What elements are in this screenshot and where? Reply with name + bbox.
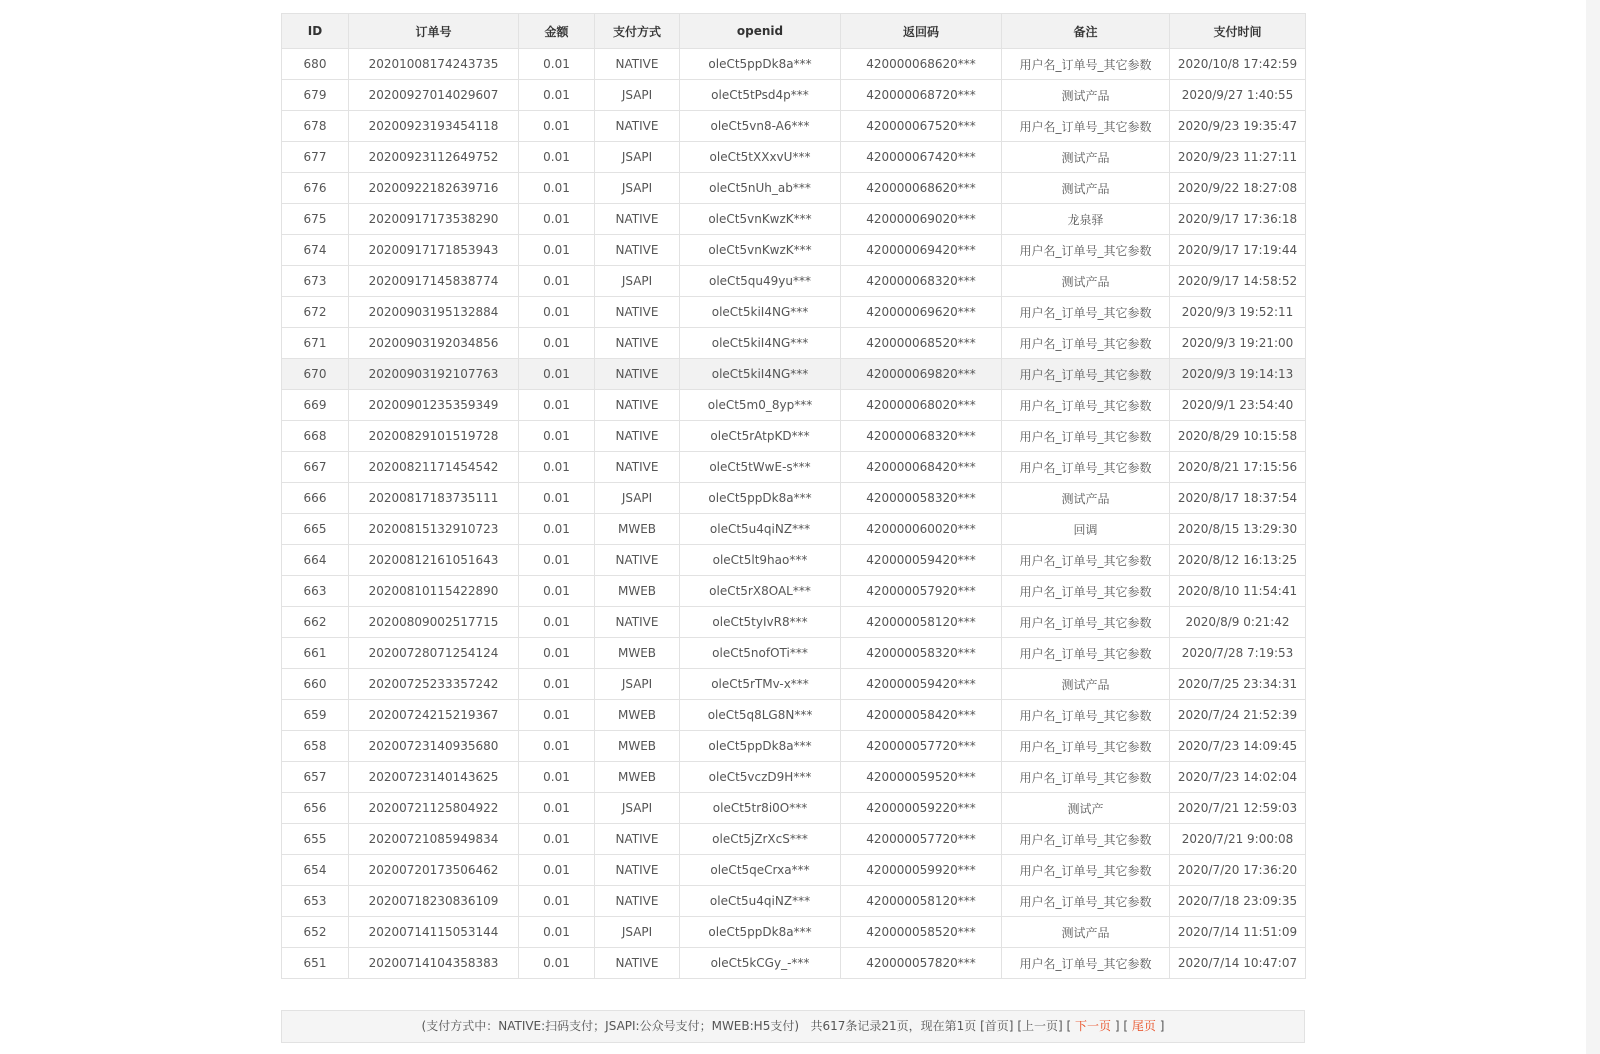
cell-pay-time: 2020/7/23 14:02:04 bbox=[1170, 762, 1306, 793]
cell-return-code: 420000059920*** bbox=[841, 855, 1002, 886]
cell-remark: 用户名_订单号_其它参数 bbox=[1002, 452, 1170, 483]
table-header bbox=[282, 14, 1306, 49]
cell-pay-method: JSAPI bbox=[595, 483, 680, 514]
cell-order-no: 20200728071254124 bbox=[349, 638, 519, 669]
cell-remark: 用户名_订单号_其它参数 bbox=[1002, 731, 1170, 762]
cell-id: 675 bbox=[282, 204, 349, 235]
column-header: ID bbox=[282, 14, 349, 49]
cell-remark: 测试产品 bbox=[1002, 142, 1170, 173]
cell-pay-time: 2020/8/12 16:13:25 bbox=[1170, 545, 1306, 576]
cell-order-no: 20200721085949834 bbox=[349, 824, 519, 855]
cell-return-code: 420000068720*** bbox=[841, 80, 1002, 111]
cell-remark: 用户名_订单号_其它参数 bbox=[1002, 235, 1170, 266]
cell-id: 665 bbox=[282, 514, 349, 545]
cell-openid: oleCt5tPsd4p*** bbox=[680, 80, 841, 111]
cell-pay-time: 2020/9/23 11:27:11 bbox=[1170, 142, 1306, 173]
cell-id: 673 bbox=[282, 266, 349, 297]
cell-id: 669 bbox=[282, 390, 349, 421]
cell-id: 670 bbox=[282, 359, 349, 390]
cell-order-no: 20200923112649752 bbox=[349, 142, 519, 173]
cell-openid: oleCt5rAtpKD*** bbox=[680, 421, 841, 452]
cell-openid: oleCt5u4qiNZ*** bbox=[680, 514, 841, 545]
cell-remark: 测试产品 bbox=[1002, 483, 1170, 514]
cell-order-no: 20200714104358383 bbox=[349, 948, 519, 979]
cell-pay-time: 2020/9/3 19:21:00 bbox=[1170, 328, 1306, 359]
cell-amount: 0.01 bbox=[519, 793, 595, 824]
cell-remark: 用户名_订单号_其它参数 bbox=[1002, 576, 1170, 607]
cell-id: 653 bbox=[282, 886, 349, 917]
cell-openid: oleCt5kiI4NG*** bbox=[680, 328, 841, 359]
cell-pay-method: JSAPI bbox=[595, 80, 680, 111]
table-row bbox=[282, 917, 1306, 948]
cell-remark: 测试产品 bbox=[1002, 917, 1170, 948]
table-row bbox=[282, 607, 1306, 638]
cell-return-code: 420000068520*** bbox=[841, 328, 1002, 359]
table-row bbox=[282, 421, 1306, 452]
cell-pay-method: JSAPI bbox=[595, 142, 680, 173]
cell-remark: 测试产品 bbox=[1002, 669, 1170, 700]
cell-order-no: 20200809002517715 bbox=[349, 607, 519, 638]
cell-pay-time: 2020/7/18 23:09:35 bbox=[1170, 886, 1306, 917]
cell-pay-time: 2020/7/14 10:47:07 bbox=[1170, 948, 1306, 979]
cell-return-code: 420000067420*** bbox=[841, 142, 1002, 173]
cell-return-code: 420000069620*** bbox=[841, 297, 1002, 328]
cell-remark: 用户名_订单号_其它参数 bbox=[1002, 49, 1170, 80]
cell-order-no: 20200903195132884 bbox=[349, 297, 519, 328]
cell-order-no: 20200815132910723 bbox=[349, 514, 519, 545]
cell-amount: 0.01 bbox=[519, 886, 595, 917]
cell-pay-method: JSAPI bbox=[595, 266, 680, 297]
cell-return-code: 420000059520*** bbox=[841, 762, 1002, 793]
cell-id: 664 bbox=[282, 545, 349, 576]
cell-amount: 0.01 bbox=[519, 142, 595, 173]
cell-amount: 0.01 bbox=[519, 607, 595, 638]
cell-pay-method: JSAPI bbox=[595, 793, 680, 824]
cell-openid: oleCt5jZrXcS*** bbox=[680, 824, 841, 855]
table-row bbox=[282, 700, 1306, 731]
cell-remark: 用户名_订单号_其它参数 bbox=[1002, 886, 1170, 917]
cell-order-no: 20200723140935680 bbox=[349, 731, 519, 762]
cell-openid: oleCt5kiI4NG*** bbox=[680, 359, 841, 390]
cell-openid: oleCt5ppDk8a*** bbox=[680, 483, 841, 514]
table-row bbox=[282, 204, 1306, 235]
cell-return-code: 420000058120*** bbox=[841, 886, 1002, 917]
cell-amount: 0.01 bbox=[519, 80, 595, 111]
cell-amount: 0.01 bbox=[519, 917, 595, 948]
column-header: 返回码 bbox=[841, 14, 1002, 49]
cell-remark: 用户名_订单号_其它参数 bbox=[1002, 421, 1170, 452]
cell-remark: 龙泉驿 bbox=[1002, 204, 1170, 235]
cell-openid: oleCt5tr8i0O*** bbox=[680, 793, 841, 824]
table-row bbox=[282, 669, 1306, 700]
next-page-link[interactable]: 下一页 bbox=[1075, 1019, 1112, 1033]
cell-openid: oleCt5q8LG8N*** bbox=[680, 700, 841, 731]
cell-remark: 用户名_订单号_其它参数 bbox=[1002, 855, 1170, 886]
cell-order-no: 20200718230836109 bbox=[349, 886, 519, 917]
cell-order-no: 20200917145838774 bbox=[349, 266, 519, 297]
bracket-close-next: ] bbox=[1114, 1019, 1120, 1033]
cell-amount: 0.01 bbox=[519, 111, 595, 142]
column-header: 支付时间 bbox=[1170, 14, 1306, 49]
cell-amount: 0.01 bbox=[519, 173, 595, 204]
cell-pay-time: 2020/9/1 23:54:40 bbox=[1170, 390, 1306, 421]
first-page-link[interactable]: [首页] bbox=[980, 1019, 1014, 1033]
bracket-open-next: [ bbox=[1066, 1019, 1072, 1033]
cell-order-no: 20200714115053144 bbox=[349, 917, 519, 948]
cell-amount: 0.01 bbox=[519, 514, 595, 545]
cell-order-no: 20200901235359349 bbox=[349, 390, 519, 421]
cell-remark: 回调 bbox=[1002, 514, 1170, 545]
table-row bbox=[282, 111, 1306, 142]
cell-pay-method: MWEB bbox=[595, 731, 680, 762]
table-row bbox=[282, 297, 1306, 328]
cell-pay-time: 2020/9/22 18:27:08 bbox=[1170, 173, 1306, 204]
cell-openid: oleCt5nUh_ab*** bbox=[680, 173, 841, 204]
cell-amount: 0.01 bbox=[519, 483, 595, 514]
column-header: 订单号 bbox=[349, 14, 519, 49]
cell-return-code: 420000068620*** bbox=[841, 49, 1002, 80]
table-row bbox=[282, 235, 1306, 266]
table-row bbox=[282, 80, 1306, 111]
cell-order-no: 20200817183735111 bbox=[349, 483, 519, 514]
cell-amount: 0.01 bbox=[519, 390, 595, 421]
cell-pay-method: NATIVE bbox=[595, 359, 680, 390]
cell-order-no: 20200723140143625 bbox=[349, 762, 519, 793]
cell-amount: 0.01 bbox=[519, 576, 595, 607]
cell-pay-method: NATIVE bbox=[595, 390, 680, 421]
cell-pay-time: 2020/9/23 19:35:47 bbox=[1170, 111, 1306, 142]
cell-pay-time: 2020/7/24 21:52:39 bbox=[1170, 700, 1306, 731]
cell-openid: oleCt5ppDk8a*** bbox=[680, 917, 841, 948]
table-row bbox=[282, 483, 1306, 514]
cell-order-no: 20200917173538290 bbox=[349, 204, 519, 235]
cell-return-code: 420000060020*** bbox=[841, 514, 1002, 545]
cell-pay-time: 2020/9/3 19:14:13 bbox=[1170, 359, 1306, 390]
cell-pay-time: 2020/9/17 14:58:52 bbox=[1170, 266, 1306, 297]
cell-remark: 测试产品 bbox=[1002, 266, 1170, 297]
cell-pay-method: JSAPI bbox=[595, 917, 680, 948]
column-header: openid bbox=[680, 14, 841, 49]
cell-pay-time: 2020/7/20 17:36:20 bbox=[1170, 855, 1306, 886]
cell-return-code: 420000068020*** bbox=[841, 390, 1002, 421]
cell-amount: 0.01 bbox=[519, 235, 595, 266]
table-row bbox=[282, 762, 1306, 793]
cell-pay-method: MWEB bbox=[595, 638, 680, 669]
cell-order-no: 20200927014029607 bbox=[349, 80, 519, 111]
cell-id: 679 bbox=[282, 80, 349, 111]
cell-id: 659 bbox=[282, 700, 349, 731]
cell-amount: 0.01 bbox=[519, 359, 595, 390]
cell-amount: 0.01 bbox=[519, 328, 595, 359]
cell-remark: 用户名_订单号_其它参数 bbox=[1002, 297, 1170, 328]
orders-table bbox=[281, 13, 1306, 979]
table-row bbox=[282, 793, 1306, 824]
cell-id: 680 bbox=[282, 49, 349, 80]
cell-id: 666 bbox=[282, 483, 349, 514]
cell-openid: oleCt5tWwE-s*** bbox=[680, 452, 841, 483]
cell-id: 656 bbox=[282, 793, 349, 824]
table-row bbox=[282, 638, 1306, 669]
cell-pay-method: NATIVE bbox=[595, 421, 680, 452]
cell-amount: 0.01 bbox=[519, 49, 595, 80]
prev-page-link[interactable]: [上一页] bbox=[1017, 1019, 1063, 1033]
cell-remark: 测试产 bbox=[1002, 793, 1170, 824]
cell-return-code: 420000058420*** bbox=[841, 700, 1002, 731]
cell-openid: oleCt5m0_8yp*** bbox=[680, 390, 841, 421]
cell-amount: 0.01 bbox=[519, 669, 595, 700]
table-row bbox=[282, 731, 1306, 762]
cell-pay-method: NATIVE bbox=[595, 948, 680, 979]
table-row bbox=[282, 173, 1306, 204]
cell-pay-time: 2020/9/3 19:52:11 bbox=[1170, 297, 1306, 328]
cell-return-code: 420000057720*** bbox=[841, 824, 1002, 855]
cell-id: 663 bbox=[282, 576, 349, 607]
cell-openid: oleCt5rTMv-x*** bbox=[680, 669, 841, 700]
header-row bbox=[282, 14, 1306, 49]
table-row bbox=[282, 328, 1306, 359]
cell-remark: 用户名_订单号_其它参数 bbox=[1002, 824, 1170, 855]
payment-method-legend: (支付方式中：NATIVE:扫码支付；JSAPI:公众号支付；MWEB:H5支付) bbox=[421, 1019, 800, 1033]
cell-id: 657 bbox=[282, 762, 349, 793]
cell-pay-time: 2020/8/17 18:37:54 bbox=[1170, 483, 1306, 514]
cell-openid: oleCt5qu49yu*** bbox=[680, 266, 841, 297]
cell-id: 672 bbox=[282, 297, 349, 328]
cell-amount: 0.01 bbox=[519, 855, 595, 886]
cell-remark: 用户名_订单号_其它参数 bbox=[1002, 762, 1170, 793]
cell-return-code: 420000058320*** bbox=[841, 483, 1002, 514]
cell-order-no: 20200922182639716 bbox=[349, 173, 519, 204]
cell-pay-time: 2020/7/23 14:09:45 bbox=[1170, 731, 1306, 762]
cell-pay-time: 2020/8/29 10:15:58 bbox=[1170, 421, 1306, 452]
cell-remark: 用户名_订单号_其它参数 bbox=[1002, 111, 1170, 142]
cell-amount: 0.01 bbox=[519, 452, 595, 483]
cell-amount: 0.01 bbox=[519, 824, 595, 855]
cell-return-code: 420000069020*** bbox=[841, 204, 1002, 235]
cell-openid: oleCt5rX8OAL*** bbox=[680, 576, 841, 607]
cell-id: 654 bbox=[282, 855, 349, 886]
table-row bbox=[282, 948, 1306, 979]
cell-remark: 用户名_订单号_其它参数 bbox=[1002, 359, 1170, 390]
cell-order-no: 20200903192034856 bbox=[349, 328, 519, 359]
cell-return-code: 420000059220*** bbox=[841, 793, 1002, 824]
cell-id: 658 bbox=[282, 731, 349, 762]
cell-pay-method: NATIVE bbox=[595, 452, 680, 483]
cell-amount: 0.01 bbox=[519, 731, 595, 762]
cell-pay-method: NATIVE bbox=[595, 328, 680, 359]
table-row bbox=[282, 824, 1306, 855]
table-body bbox=[282, 49, 1306, 979]
cell-order-no: 20200812161051643 bbox=[349, 545, 519, 576]
cell-return-code: 420000059420*** bbox=[841, 669, 1002, 700]
cell-pay-method: MWEB bbox=[595, 762, 680, 793]
cell-openid: oleCt5kCGy_-*** bbox=[680, 948, 841, 979]
cell-pay-method: NATIVE bbox=[595, 824, 680, 855]
cell-pay-time: 2020/7/25 23:34:31 bbox=[1170, 669, 1306, 700]
cell-pay-time: 2020/8/15 13:29:30 bbox=[1170, 514, 1306, 545]
cell-pay-method: JSAPI bbox=[595, 669, 680, 700]
table-row bbox=[282, 886, 1306, 917]
cell-amount: 0.01 bbox=[519, 948, 595, 979]
cell-return-code: 420000068420*** bbox=[841, 452, 1002, 483]
cell-openid: oleCt5u4qiNZ*** bbox=[680, 886, 841, 917]
table-row bbox=[282, 359, 1306, 390]
cell-pay-time: 2020/7/14 11:51:09 bbox=[1170, 917, 1306, 948]
cell-remark: 用户名_订单号_其它参数 bbox=[1002, 328, 1170, 359]
cell-return-code: 420000069820*** bbox=[841, 359, 1002, 390]
table-row bbox=[282, 452, 1306, 483]
cell-id: 660 bbox=[282, 669, 349, 700]
cell-return-code: 420000058320*** bbox=[841, 638, 1002, 669]
cell-pay-time: 2020/9/17 17:36:18 bbox=[1170, 204, 1306, 235]
cell-openid: oleCt5tXXxvU*** bbox=[680, 142, 841, 173]
cell-remark: 用户名_订单号_其它参数 bbox=[1002, 607, 1170, 638]
cell-pay-method: NATIVE bbox=[595, 204, 680, 235]
cell-pay-method: NATIVE bbox=[595, 886, 680, 917]
cell-id: 668 bbox=[282, 421, 349, 452]
cell-remark: 测试产品 bbox=[1002, 80, 1170, 111]
cell-id: 674 bbox=[282, 235, 349, 266]
cell-id: 667 bbox=[282, 452, 349, 483]
cell-openid: oleCt5nofOTi*** bbox=[680, 638, 841, 669]
column-header: 备注 bbox=[1002, 14, 1170, 49]
cell-order-no: 20200725233357242 bbox=[349, 669, 519, 700]
cell-return-code: 420000058520*** bbox=[841, 917, 1002, 948]
cell-amount: 0.01 bbox=[519, 700, 595, 731]
cell-openid: oleCt5ppDk8a*** bbox=[680, 731, 841, 762]
cell-return-code: 420000059420*** bbox=[841, 545, 1002, 576]
cell-pay-method: JSAPI bbox=[595, 173, 680, 204]
cell-pay-method: NATIVE bbox=[595, 235, 680, 266]
cell-id: 655 bbox=[282, 824, 349, 855]
cell-return-code: 420000067520*** bbox=[841, 111, 1002, 142]
cell-order-no: 20200821171454542 bbox=[349, 452, 519, 483]
cell-pay-time: 2020/7/21 12:59:03 bbox=[1170, 793, 1306, 824]
cell-pay-time: 2020/10/8 17:42:59 bbox=[1170, 49, 1306, 80]
cell-order-no: 20200923193454118 bbox=[349, 111, 519, 142]
cell-remark: 测试产品 bbox=[1002, 173, 1170, 204]
cell-remark: 用户名_订单号_其它参数 bbox=[1002, 390, 1170, 421]
cell-order-no: 20200810115422890 bbox=[349, 576, 519, 607]
cell-openid: oleCt5vnKwzK*** bbox=[680, 204, 841, 235]
cell-amount: 0.01 bbox=[519, 762, 595, 793]
cell-remark: 用户名_订单号_其它参数 bbox=[1002, 948, 1170, 979]
cell-return-code: 420000057920*** bbox=[841, 576, 1002, 607]
bracket-close-last: ] bbox=[1159, 1019, 1165, 1033]
table-row bbox=[282, 576, 1306, 607]
cell-pay-method: NATIVE bbox=[595, 607, 680, 638]
cell-pay-time: 2020/8/10 11:54:41 bbox=[1170, 576, 1306, 607]
cell-pay-time: 2020/8/21 17:15:56 bbox=[1170, 452, 1306, 483]
cell-pay-time: 2020/8/9 0:21:42 bbox=[1170, 607, 1306, 638]
table-row bbox=[282, 545, 1306, 576]
cell-id: 676 bbox=[282, 173, 349, 204]
cell-return-code: 420000068620*** bbox=[841, 173, 1002, 204]
cell-id: 678 bbox=[282, 111, 349, 142]
cell-amount: 0.01 bbox=[519, 545, 595, 576]
bracket-open-last: [ bbox=[1123, 1019, 1129, 1033]
cell-amount: 0.01 bbox=[519, 266, 595, 297]
cell-amount: 0.01 bbox=[519, 204, 595, 235]
table-row bbox=[282, 142, 1306, 173]
cell-remark: 用户名_订单号_其它参数 bbox=[1002, 700, 1170, 731]
cell-pay-time: 2020/9/27 1:40:55 bbox=[1170, 80, 1306, 111]
table-row bbox=[282, 855, 1306, 886]
cell-pay-time: 2020/7/28 7:19:53 bbox=[1170, 638, 1306, 669]
cell-id: 662 bbox=[282, 607, 349, 638]
cell-openid: oleCt5kiI4NG*** bbox=[680, 297, 841, 328]
cell-remark: 用户名_订单号_其它参数 bbox=[1002, 545, 1170, 576]
cell-id: 652 bbox=[282, 917, 349, 948]
cell-return-code: 420000057720*** bbox=[841, 731, 1002, 762]
cell-return-code: 420000058120*** bbox=[841, 607, 1002, 638]
cell-pay-method: NATIVE bbox=[595, 297, 680, 328]
column-header: 金额 bbox=[519, 14, 595, 49]
cell-pay-method: NATIVE bbox=[595, 49, 680, 80]
cell-amount: 0.01 bbox=[519, 421, 595, 452]
cell-amount: 0.01 bbox=[519, 297, 595, 328]
column-header: 支付方式 bbox=[595, 14, 680, 49]
cell-openid: oleCt5qeCrxa*** bbox=[680, 855, 841, 886]
cell-order-no: 20200724215219367 bbox=[349, 700, 519, 731]
cell-openid: oleCt5vnKwzK*** bbox=[680, 235, 841, 266]
cell-order-no: 20200829101519728 bbox=[349, 421, 519, 452]
record-summary: 共617条记录21页，现在第1页 bbox=[810, 1019, 977, 1033]
cell-id: 651 bbox=[282, 948, 349, 979]
cell-order-no: 20200721125804922 bbox=[349, 793, 519, 824]
table-row bbox=[282, 514, 1306, 545]
scrollbar-track[interactable] bbox=[1586, 0, 1600, 1054]
cell-pay-method: NATIVE bbox=[595, 545, 680, 576]
cell-order-no: 20200720173506462 bbox=[349, 855, 519, 886]
cell-openid: oleCt5vczD9H*** bbox=[680, 762, 841, 793]
cell-order-no: 20201008174243735 bbox=[349, 49, 519, 80]
cell-openid: oleCt5tyIvR8*** bbox=[680, 607, 841, 638]
last-page-link[interactable]: 尾页 bbox=[1131, 1019, 1156, 1033]
cell-return-code: 420000057820*** bbox=[841, 948, 1002, 979]
table-row bbox=[282, 49, 1306, 80]
cell-pay-method: NATIVE bbox=[595, 855, 680, 886]
cell-pay-method: MWEB bbox=[595, 700, 680, 731]
cell-return-code: 420000068320*** bbox=[841, 266, 1002, 297]
cell-amount: 0.01 bbox=[519, 638, 595, 669]
cell-id: 661 bbox=[282, 638, 349, 669]
cell-openid: oleCt5ppDk8a*** bbox=[680, 49, 841, 80]
cell-pay-time: 2020/7/21 9:00:08 bbox=[1170, 824, 1306, 855]
cell-pay-method: MWEB bbox=[595, 576, 680, 607]
cell-openid: oleCt5vn8-A6*** bbox=[680, 111, 841, 142]
table-row bbox=[282, 266, 1306, 297]
table-row bbox=[282, 390, 1306, 421]
cell-pay-method: MWEB bbox=[595, 514, 680, 545]
cell-order-no: 20200917171853943 bbox=[349, 235, 519, 266]
cell-id: 677 bbox=[282, 142, 349, 173]
cell-pay-time: 2020/9/17 17:19:44 bbox=[1170, 235, 1306, 266]
cell-order-no: 20200903192107763 bbox=[349, 359, 519, 390]
cell-pay-method: NATIVE bbox=[595, 111, 680, 142]
cell-id: 671 bbox=[282, 328, 349, 359]
cell-openid: oleCt5lt9hao*** bbox=[680, 545, 841, 576]
cell-return-code: 420000069420*** bbox=[841, 235, 1002, 266]
cell-return-code: 420000068320*** bbox=[841, 421, 1002, 452]
pagination-footer bbox=[281, 1010, 1305, 1043]
cell-remark: 用户名_订单号_其它参数 bbox=[1002, 638, 1170, 669]
